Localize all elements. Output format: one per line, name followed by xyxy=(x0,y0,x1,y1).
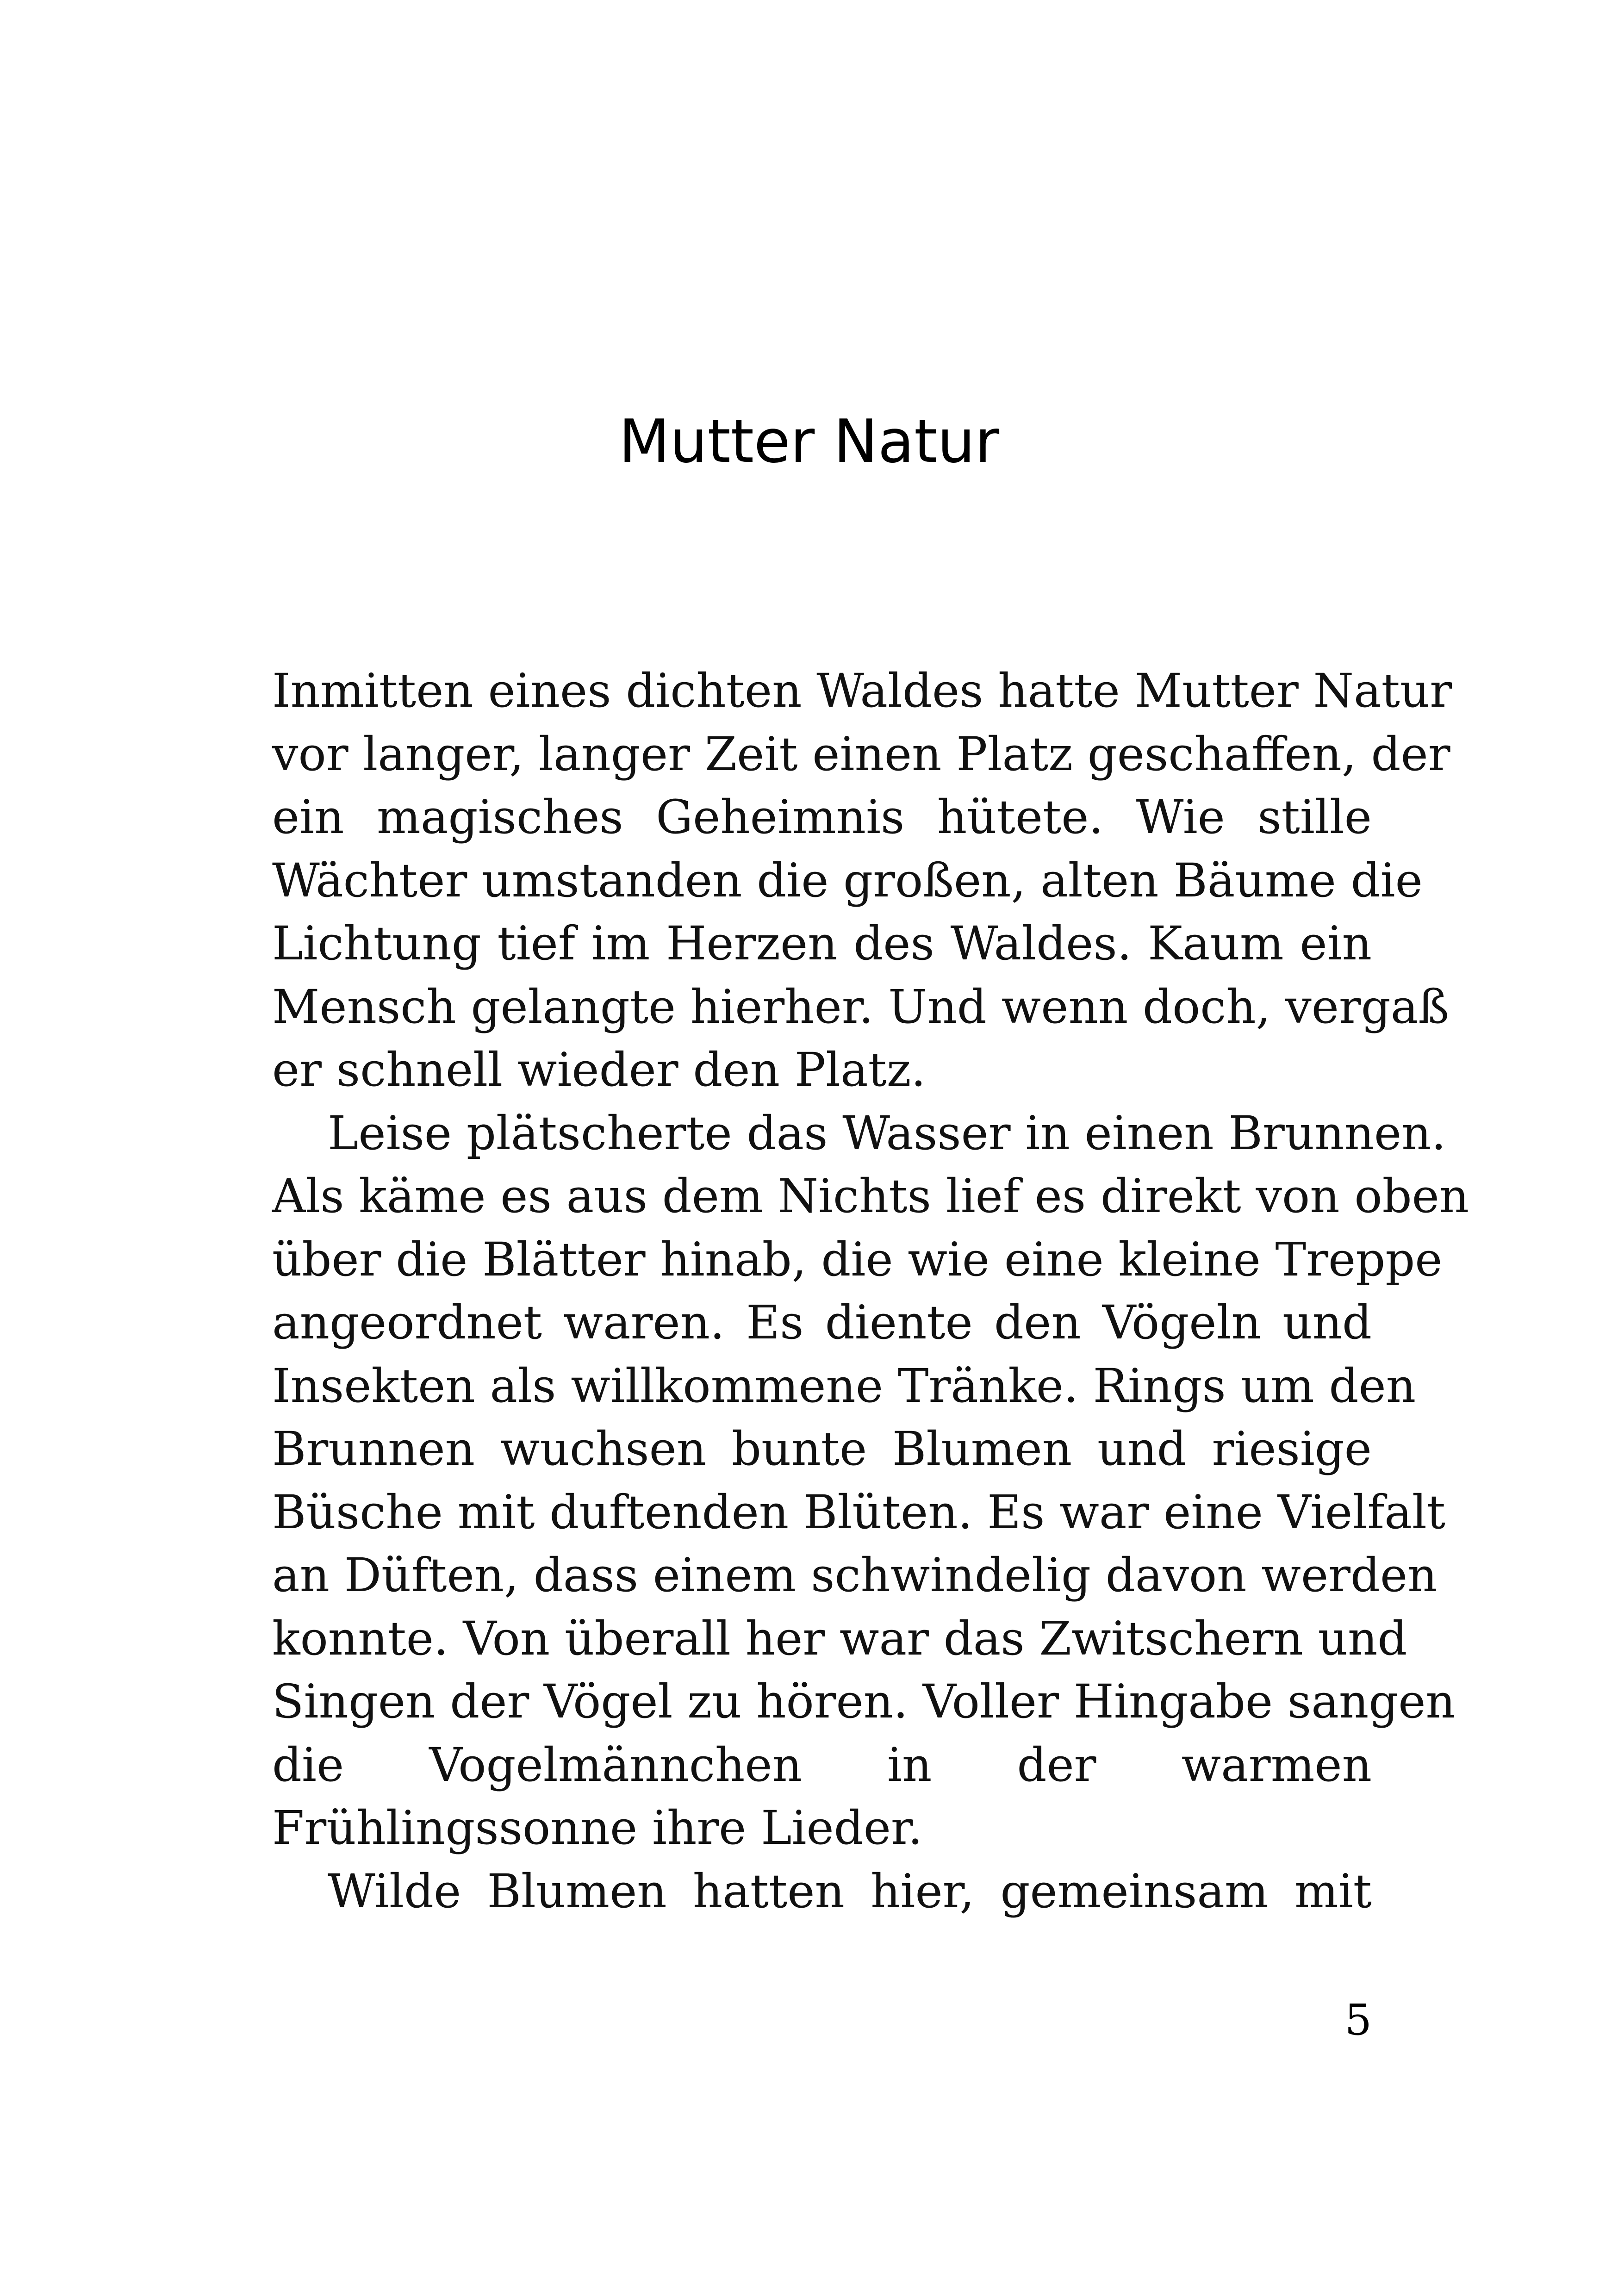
text-line: über die Blätter hinab, die wie eine kleine Treppe xyxy=(272,1232,1443,1287)
text-line: Wächter umstanden die großen, alten Bäume die xyxy=(272,853,1423,908)
text-line: Frühlingssonne ihre Lieder. xyxy=(272,1801,923,1855)
text-line: konnte. Von überall her war das Zwitschern und xyxy=(272,1611,1407,1666)
chapter-title: Mutter Natur xyxy=(618,407,1000,476)
text-line: Lichtung tief im Herzen des Waldes. Kaum ein xyxy=(272,916,1372,971)
text-line: die Vogelmännchen in der warmen xyxy=(272,1737,1372,1792)
text-line: Insekten als willkommene Tränke. Rings um den xyxy=(272,1358,1416,1413)
text-line: Inmitten eines dichten Waldes hatte Mutter Natur xyxy=(272,664,1452,718)
text-line: Singen der Vögel zu hören. Voller Hingabe sangen xyxy=(272,1674,1456,1729)
text-line: Leise plätscherte das Wasser in einen Brunnen. xyxy=(328,1106,1446,1160)
text-line: vor langer, langer Zeit einen Platz geschaffen, der xyxy=(272,727,1450,781)
text-line: Büsche mit duftenden Blüten. Es war eine Vielfalt xyxy=(272,1485,1446,1539)
text-line: an Düften, dass einem schwindelig davon werden xyxy=(272,1548,1438,1602)
text-line: er schnell wieder den Platz. xyxy=(272,1043,926,1097)
text-line: Als käme es aus dem Nichts lief es direkt von oben xyxy=(272,1169,1469,1223)
body-text xyxy=(272,660,1469,1923)
text-line: Brunnen wuchsen bunte Blumen und riesige xyxy=(272,1422,1372,1476)
text-line: ein magisches Geheimnis hütete. Wie stille xyxy=(272,790,1372,844)
text-line: angeordnet waren. Es diente den Vögeln und xyxy=(272,1295,1372,1350)
text-line: Mensch gelangte hierher. Und wenn doch, vergaß xyxy=(272,979,1450,1034)
text-line: Wilde Blumen hatten hier, gemeinsam mit xyxy=(328,1864,1372,1918)
page-number: 5 xyxy=(1344,1995,1372,2045)
